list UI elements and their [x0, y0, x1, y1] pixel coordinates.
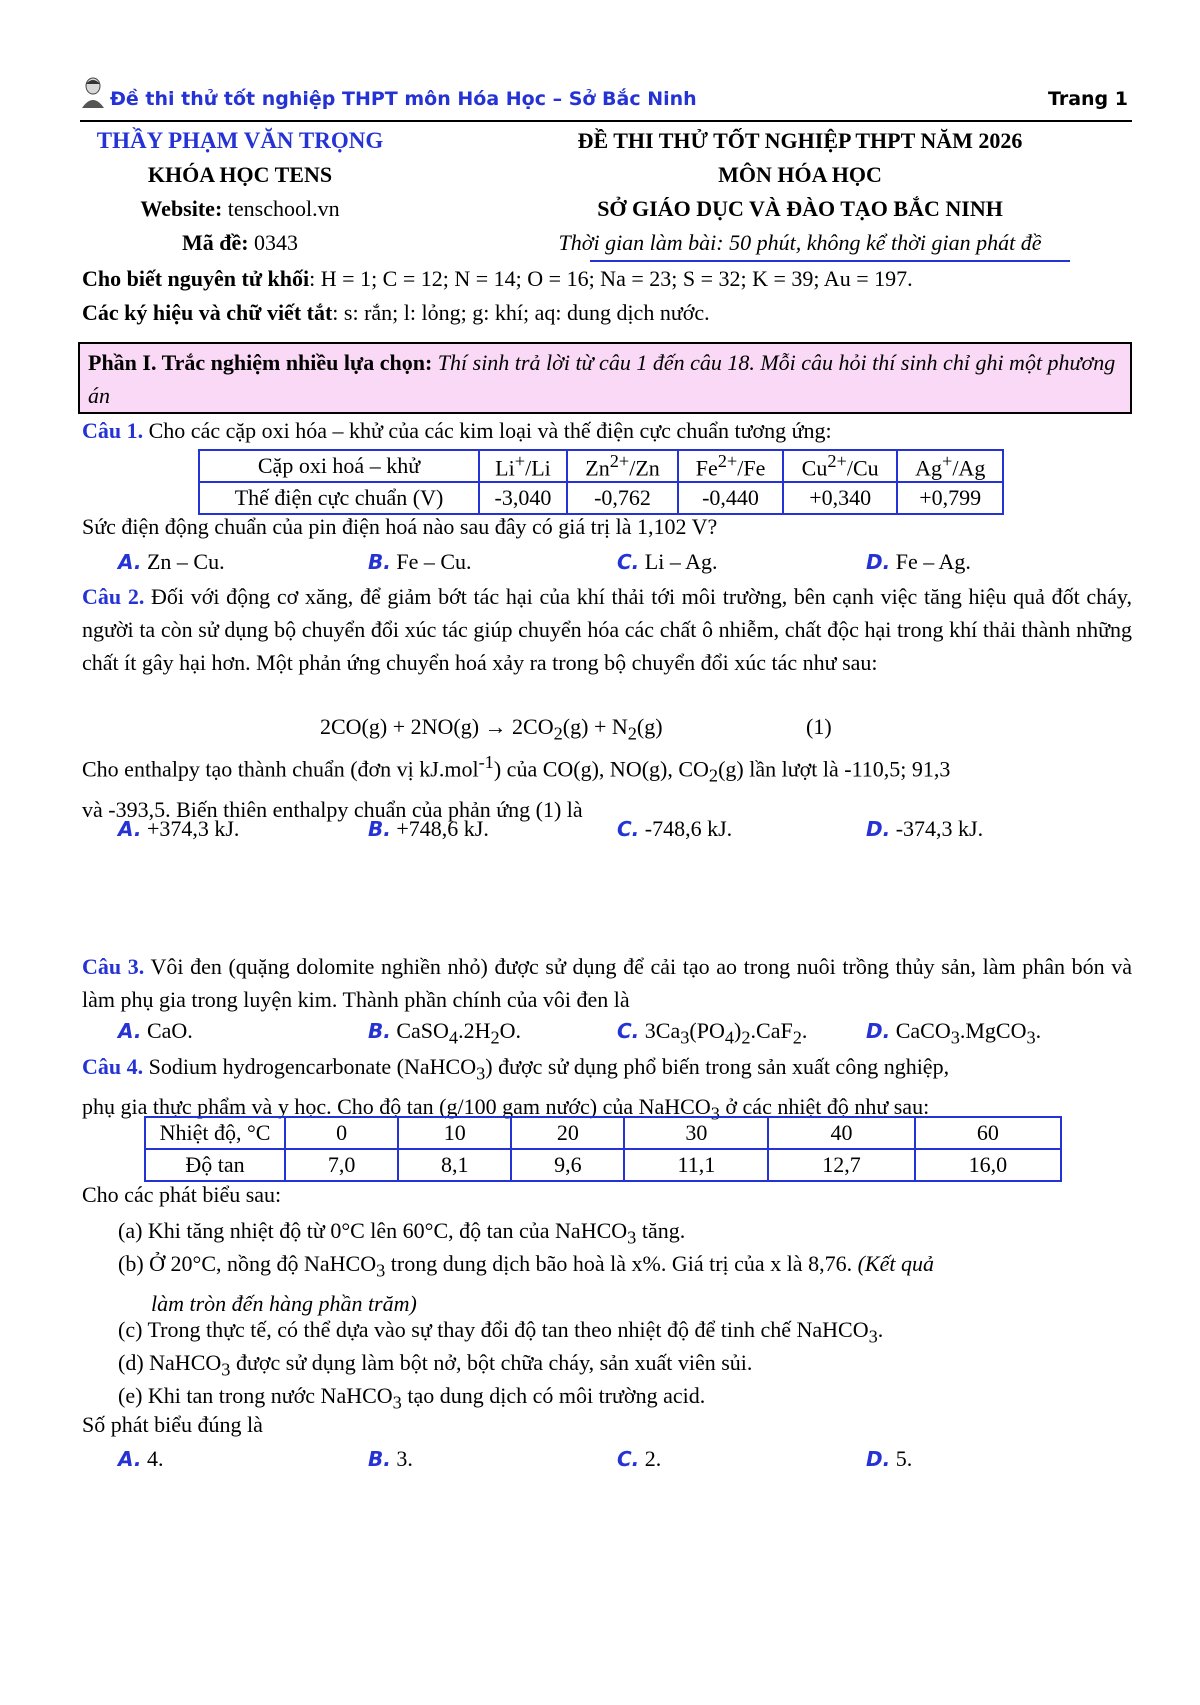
q4-statement-b: (b) Ở 20°C, nồng độ NaHCO$_3$ trong dung dịch bão hoà là x%. Giá trị của x là 8,76. (Kết quả làm tròn đến hàng phần trăm): [118, 1251, 934, 1317]
table-row: [199, 482, 1003, 514]
table-header: Thế điện cực chuẩn (V): [199, 482, 479, 514]
q1-stem: Câu 1. Cho các cặp oxi hóa – khử của các kim loại và thế điện cực chuẩn tương ứng:: [82, 418, 832, 443]
part1-instruction: Thí sinh trả lời từ câu 1 đến câu 18. Mỗi câu hỏi thí sinh chỉ ghi một phương án: [88, 350, 1116, 408]
table-row: [199, 450, 1003, 482]
q4-solubility-table: [144, 1116, 1062, 1182]
table-cell: 30: [624, 1117, 768, 1149]
couple-ag: Ag+/Ag: [897, 450, 1003, 482]
table-cell: 0: [285, 1117, 398, 1149]
teacher-name: THẦY PHẠM VĂN TRỌNG: [96, 128, 384, 153]
q1-question: Sức điện động chuẩn của pin điện hoá nào sau đây có giá trị là 1,102 V?: [82, 514, 718, 539]
q2-option-c[interactable]: C. -748,6 kJ.: [617, 816, 733, 841]
website-link[interactable]: tenschool.vn: [227, 196, 340, 221]
table-cell: 60: [915, 1117, 1061, 1149]
exam-info: [480, 124, 1120, 260]
running-header: [80, 84, 1132, 122]
table-header: Cặp oxi hoá – khử: [199, 450, 479, 482]
table-cell: 12,7: [768, 1149, 914, 1181]
table-cell: +0,799: [897, 482, 1003, 514]
q2-option-b[interactable]: B. +748,6 kJ.: [368, 816, 489, 841]
teacher-avatar-icon: [80, 76, 106, 108]
q2-option-a[interactable]: A. +374,3 kJ.: [118, 816, 240, 841]
school-info: [70, 124, 410, 260]
q4-option-d[interactable]: D. 5.: [866, 1446, 913, 1471]
exam-code-line: Mã đề: 0343: [181, 230, 299, 255]
running-title: Đề thi thử tốt nghiệp THPT môn Hóa Học – Sở Bắc Ninh: [110, 88, 697, 110]
q4-statement-d: (d) NaHCO$_3$ được sử dụng làm bột nở, bột chữa cháy, sản xuất viên sủi.: [118, 1350, 753, 1380]
q4-stem: Câu 4. Sodium hydrogencarbonate (NaHCO$_3$) được sử dụng phổ biến trong sản xuất công nghiệp, phụ gia thực phẩm và y học. Cho độ tan (g/100 gam nước) của NaHCO$_3$ ở các nhiệt độ như sau:: [82, 1054, 950, 1124]
q4-option-a[interactable]: A. 4.: [118, 1446, 164, 1471]
q1-option-c[interactable]: C. Li – Ag.: [617, 549, 718, 574]
course-name: KHÓA HỌC TENS: [147, 162, 333, 187]
table-header: Độ tan: [145, 1149, 285, 1181]
q1-potential-table: [198, 449, 1004, 515]
exam-code: 0343: [254, 230, 299, 255]
q4-question: Số phát biểu đúng là: [82, 1412, 263, 1437]
q3-option-c[interactable]: C. $3Ca_3(PO_4)_2.CaF_2$.: [617, 1018, 808, 1048]
table-row: [145, 1117, 1061, 1149]
couple-cu: $Cu^{2+}/Cu$: [783, 450, 897, 482]
q3-option-d[interactable]: D. CaCO$_3$.MgCO$_3$.: [866, 1018, 1042, 1048]
table-cell: 7,0: [285, 1149, 398, 1181]
atomic-mass-line: Cho biết nguyên tử khối: H = 1; C = 12; N = 14; O = 16; Na = 23; S = 32; K = 39; Au = 197.: [82, 266, 913, 291]
q4-intro: Cho các phát biểu sau:: [82, 1182, 282, 1207]
couple-li: Li+/Li: [479, 450, 567, 482]
table-cell: -3,040: [479, 482, 567, 514]
table-cell: 8,1: [398, 1149, 511, 1181]
page-number: Trang 1: [1047, 88, 1128, 110]
table-cell: 9,6: [511, 1149, 624, 1181]
q4-statement-a: (a) Khi tăng nhiệt độ từ 0°C lên 60°C, độ tan của NaHCO$_3$ tăng.: [118, 1218, 686, 1248]
q4-statement-e: (e) Khi tan trong nước NaHCO$_3$ tạo dung dịch có môi trường acid.: [118, 1383, 706, 1413]
table-cell: 20: [511, 1117, 624, 1149]
table-cell: 16,0: [915, 1149, 1061, 1181]
department: SỞ GIÁO DỤC VÀ ĐÀO TẠO BẮC NINH: [597, 196, 1003, 221]
part1-label: Phần I. Trắc nghiệm nhiều lựa chọn:: [88, 350, 433, 375]
couple-fe: $Fe^{2+}/Fe$: [678, 450, 783, 482]
time-note: Thời gian làm bài: 50 phút, không kể thời gian phát đề: [558, 230, 1042, 255]
table-cell: -0,440: [678, 482, 783, 514]
exam-title: ĐỀ THI THỬ TỐT NGHIỆP THPT NĂM 2026: [577, 128, 1023, 153]
abbreviation-line: Các ký hiệu và chữ viết tắt: s: rắn; l: lỏng; g: khí; aq: dung dịch nước.: [82, 300, 710, 325]
q2-enthalpy-text: Cho enthalpy tạo thành chuẩn (đơn vị kJ.mol$^{-1}$) của CO(g), NO(g), $CO_2(g)$ lần lượt là -110,5; 91,3 và -393,5. Biến thiên enthalpy chuẩn của phản ứng (1) là: [82, 752, 951, 822]
q4-option-b[interactable]: B. 3.: [368, 1446, 413, 1471]
table-header: Nhiệt độ, °C: [145, 1117, 285, 1149]
subject: MÔN HÓA HỌC: [718, 162, 882, 187]
q1-option-a[interactable]: A. Zn – Cu.: [118, 549, 225, 574]
table-cell: 10: [398, 1117, 511, 1149]
website-line: Website: tenschool.vn: [140, 196, 340, 221]
q2-equation-number: (1): [806, 714, 832, 739]
q4-statement-c: (c) Trong thực tế, có thể dựa vào sự thay đổi độ tan theo nhiệt độ để tinh chế NaHCO$_3$.: [118, 1317, 884, 1347]
q2-equation: $2CO(g) + 2NO(g) \to 2CO_2(g) + N_2(g)$: [320, 714, 663, 744]
q2-stem: Câu 2. Đối với động cơ xăng, để giảm bớt tác hại của khí thải tới môi trường, bên cạnh việc tăng hiệu quả đốt cháy, người ta còn sử dụng bộ chuyển đổi xúc tác giúp chuyển hóa các chất ô nhiễm, chất độc hại trong khí thải thành những chất ít gây hại hơn. Một phản ứng chuyển hoá xảy ra trong bộ chuyển đổi xúc tác như sau:: [82, 584, 1132, 675]
q4-option-c[interactable]: C. 2.: [617, 1446, 662, 1471]
couple-zn: $Zn^{2+}/Zn$: [567, 450, 678, 482]
table-cell: 11,1: [624, 1149, 768, 1181]
q3-stem: Câu 3. Vôi đen (quặng dolomite nghiền nhỏ) được sử dụng để cải tạo ao trong nuôi trồng thủy sản, làm phân bón và làm phụ gia trong luyện kim. Thành phần chính của vôi đen là: [82, 954, 1133, 1012]
table-row: [145, 1149, 1061, 1181]
q1-option-b[interactable]: B. Fe – Cu.: [368, 549, 472, 574]
header-underline: [590, 260, 1070, 262]
part1-box: [78, 342, 1132, 414]
q2-option-d[interactable]: D. -374,3 kJ.: [866, 816, 984, 841]
table-cell: 40: [768, 1117, 914, 1149]
q1-option-d[interactable]: D. Fe – Ag.: [866, 549, 971, 574]
q3-option-a[interactable]: A. CaO.: [118, 1018, 193, 1043]
table-cell: -0,762: [567, 482, 678, 514]
table-cell: +0,340: [783, 482, 897, 514]
q3-option-b[interactable]: B. $CaSO_4.2H_2O$.: [368, 1018, 522, 1048]
